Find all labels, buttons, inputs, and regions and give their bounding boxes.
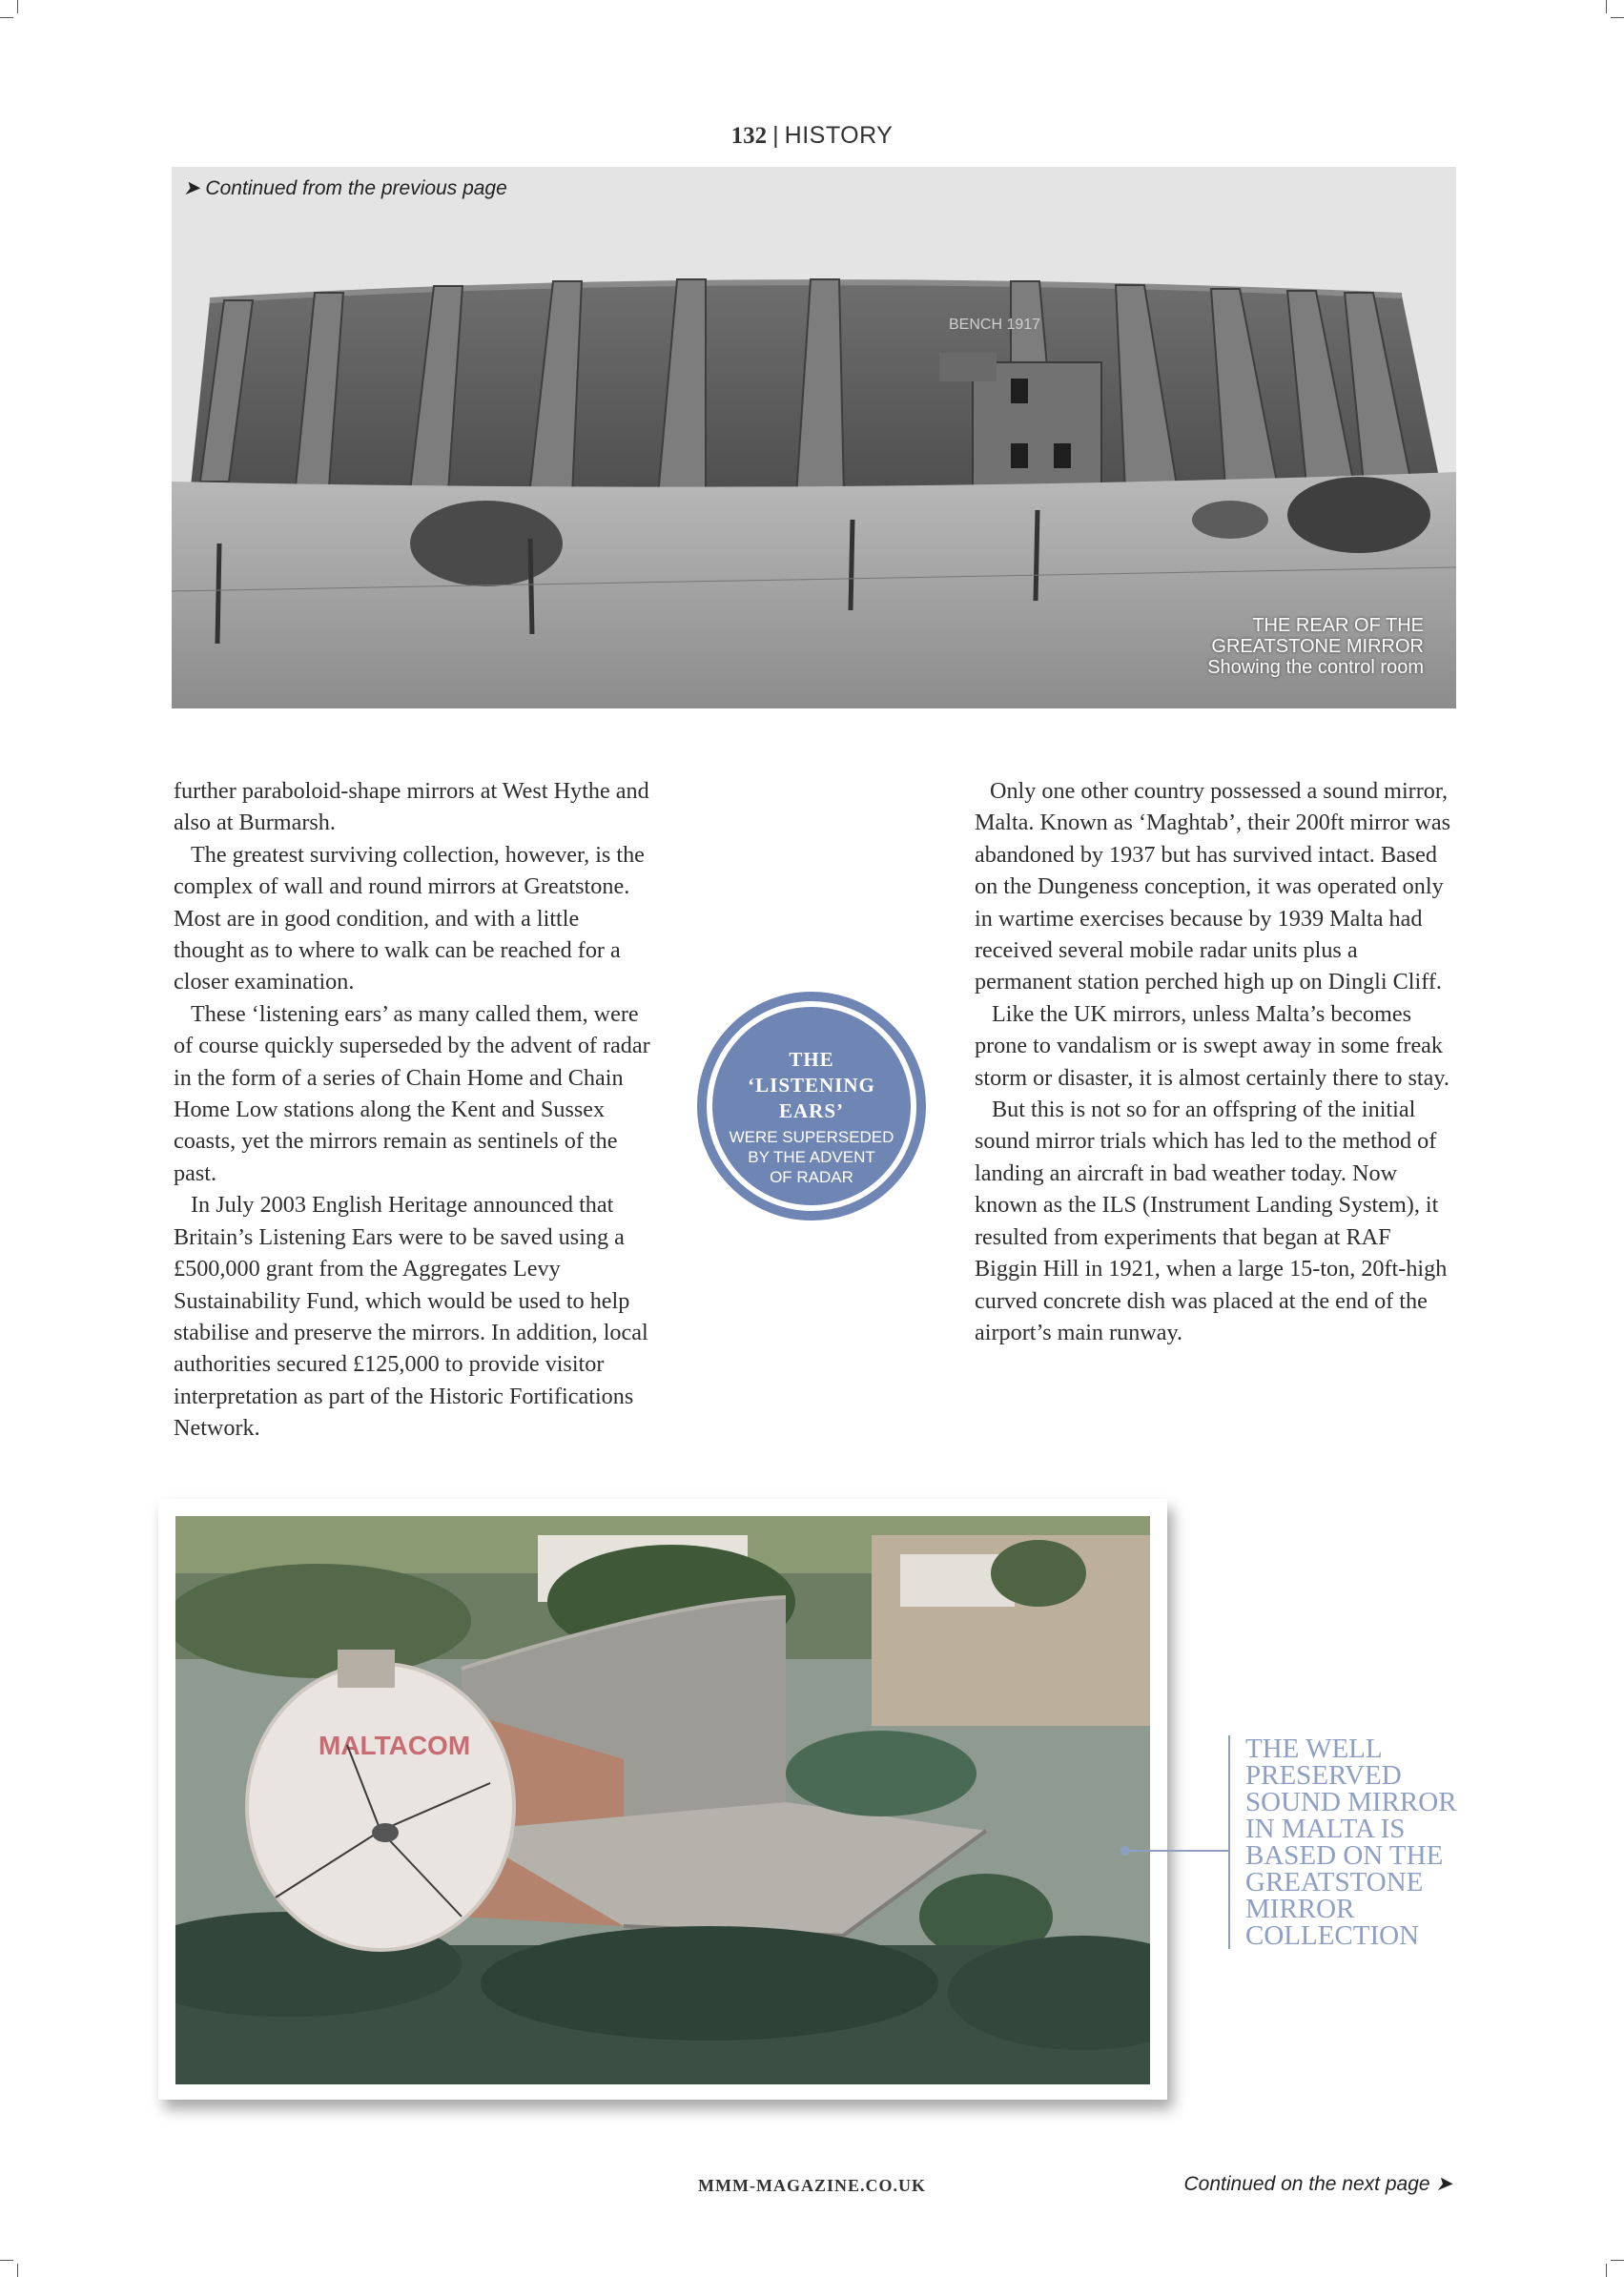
pull-quote-line: ‘LISTENING [748,1074,875,1097]
malta-photo-caption: THE WELL PRESERVED SOUND MIRROR IN MALTA IS BASED ON THE GREATSTONE MIRROR COLLECTION [1228,1735,1462,1949]
malta-mirror-photo [175,1516,1150,2084]
pull-quote [697,992,926,1221]
continued-on-next: Continued on the next page ➤ [1183,2173,1452,2195]
paragraph: In July 2003 English Heritage announced that Britain’s Listening Ears were to be saved using a £500,000 grant from the Aggregates Levy Sustainability Fund, which would be used to help stabilise and preserve the mirrors. In addition, local authorities secured £125,000 to provide visitor interpretation as part of the Historic Fortifications Network. [174,1192,648,1442]
crop-mark [17,0,18,13]
crop-mark [0,2260,13,2261]
caption-leader-dot [1120,1846,1130,1856]
footer-website: MMM-MAGAZINE.CO.UK [698,2176,926,2195]
pull-quote-line: WERE SUPERSEDED [729,1128,894,1146]
crop-mark [1611,2260,1624,2261]
paragraph: But this is not so for an offspring of the initial sound mirror trials which has led to the method of landing an aircraft in bad weather today. Now known as the ILS (Instrument Landing System), it resulted from experiments that began at RAF Biggin Hill in 1921, when a large 15-ton, 20ft-high curved concrete dish was placed at the end of the airport’s main runway. [975,1097,1448,1345]
dish-logo: MALTACOM [319,1731,471,1760]
building-sign: BENCH 1917 [949,317,1041,333]
caption-line: Showing the control room [1207,657,1424,678]
paragraph: The greatest surviving collection, however, is the complex of wall and round mirrors at Greatstone. Most are in good condition, and with a little thought as to where to walk can be reached for a closer examination. [174,841,645,995]
paragraph: These ‘listening ears’ as many called them, were of course quickly superseded by the advent of radar in the form of a series of Chain Home and Chain Home Low stations along the Kent and Sussex coasts, yet the mirrors remain as sentinels of the past. [174,1000,650,1186]
malta-mirror-illustration [175,1516,1150,2084]
page-header [0,122,1624,150]
crop-mark [1611,17,1624,18]
crop-mark [1606,2264,1607,2277]
crop-mark [0,17,13,18]
section-title: HISTORY [784,122,894,149]
paragraph: further paraboloid-shape mirrors at West Hythe and also at Burmarsh. [174,778,649,836]
pull-quote-inner [712,1007,911,1205]
greatstone-mirror-photo [172,167,1456,708]
caption-leader-line [1125,1850,1230,1852]
right-column [975,775,1456,1348]
pull-quote-line: EARS’ [778,1099,844,1122]
header-separator: | [772,122,779,149]
top-photo-caption [1207,615,1424,678]
pull-quote-line: THE [789,1048,834,1071]
crop-mark [17,2264,18,2277]
pull-quote-line: BY THE ADVENT [748,1148,875,1166]
paragraph: Only one other country possessed a sound mirror, Malta. Known as ‘Maghtab’, their 200ft mirror was abandoned by 1937 but has survived intact. Based on the Dungeness conception, it was operated only in wartime exercises because by 1939 Malta had received several mobile radar units plus a permanent station perched high up on Dingli Cliff. [975,778,1451,995]
page-number: 132 [730,123,768,149]
malta-mirror-photo-frame [158,1499,1167,2100]
left-column [174,775,650,1445]
caption-line: THE REAR OF THE [1252,615,1424,636]
caption-line: GREATSTONE MIRROR [1211,636,1424,657]
continued-from-previous: ➤ Continued from the previous page [183,177,507,199]
pull-quote-line: OF RADAR [770,1168,853,1186]
paragraph: Like the UK mirrors, unless Malta’s becomes prone to vandalism or is swept away in some freak storm or disaster, it is almost certainly there to stay. [975,1000,1449,1091]
crop-mark [1606,0,1607,13]
